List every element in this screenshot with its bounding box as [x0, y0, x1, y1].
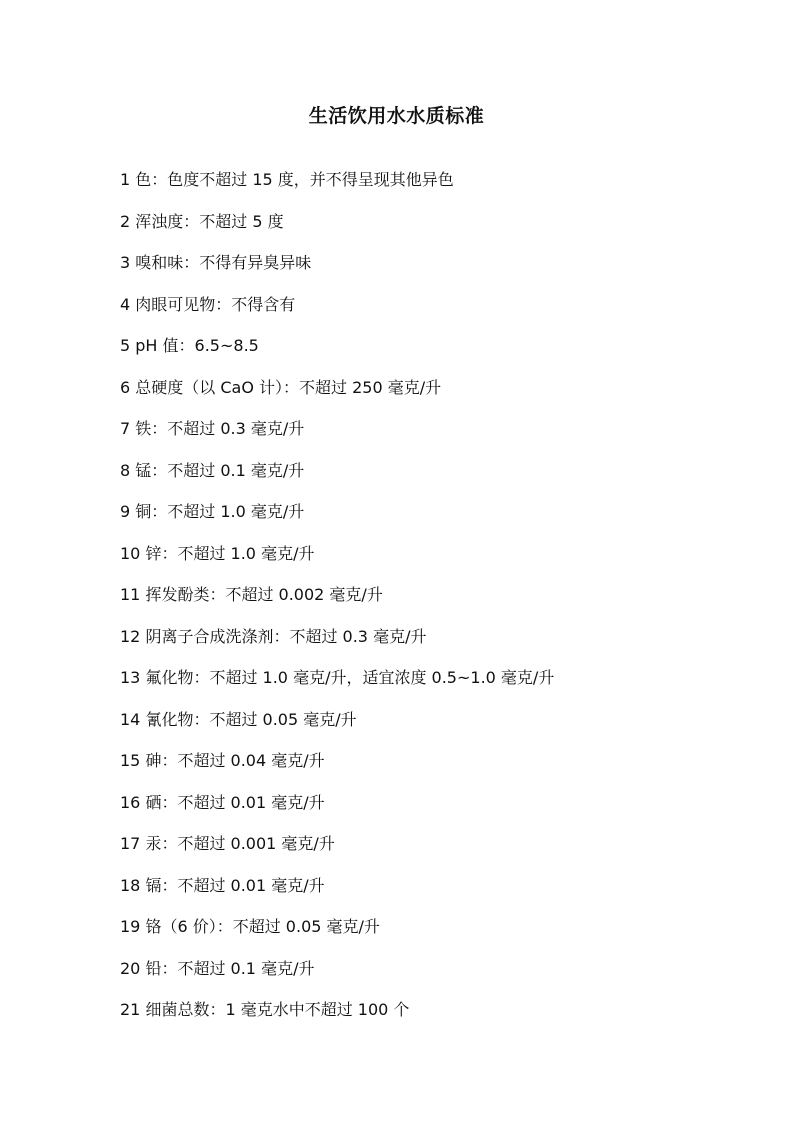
list-item: 1 色：色度不超过 15 度，并不得呈现其他异色 [120, 170, 454, 189]
list-item: 3 嗅和味：不得有异臭异味 [120, 253, 312, 272]
standards-list [120, 164, 760, 1036]
list-item: 8 锰：不超过 0.1 毫克/升 [120, 460, 305, 480]
list-item: 4 肉眼可见物：不得含有 [120, 294, 296, 314]
list-item: 13 氟化物：不超过 1.0 毫克/升，适宜浓度 0.5~1.0 毫克/升 [120, 668, 555, 687]
list-item: 9 铜：不超过 1.0 毫克/升 [120, 502, 305, 521]
list-item: 5 pH 值：6.5~8.5 [120, 336, 259, 355]
list-item: 19 铬（6 价）：不超过 0.05 毫克/升 [120, 917, 380, 936]
list-item: 2 浑浊度：不超过 5 度 [120, 211, 284, 231]
list-item: 21 细菌总数：1 毫克水中不超过 100 个 [120, 1000, 410, 1019]
list-item: 15 砷：不超过 0.04 毫克/升 [120, 751, 325, 770]
list-item: 16 硒：不超过 0.01 毫克/升 [120, 792, 325, 812]
list-item: 10 锌：不超过 1.0 毫克/升 [120, 543, 315, 563]
list-item: 14 氰化物：不超过 0.05 毫克/升 [120, 709, 357, 729]
list-item: 12 阴离子合成洗涤剂：不超过 0.3 毫克/升 [120, 626, 427, 646]
list-item: 18 镉：不超过 0.01 毫克/升 [120, 875, 325, 895]
list-item: 7 铁：不超过 0.3 毫克/升 [120, 419, 305, 438]
list-item: 6 总硬度（以 CaO 计）：不超过 250 毫克/升 [120, 377, 442, 397]
list-item: 20 铅：不超过 0.1 毫克/升 [120, 958, 315, 978]
list-item: 17 汞：不超过 0.001 毫克/升 [120, 834, 335, 853]
document-title: 生活饮用水水质标准 [308, 105, 485, 127]
list-item: 11 挥发酚类：不超过 0.002 毫克/升 [120, 585, 383, 604]
